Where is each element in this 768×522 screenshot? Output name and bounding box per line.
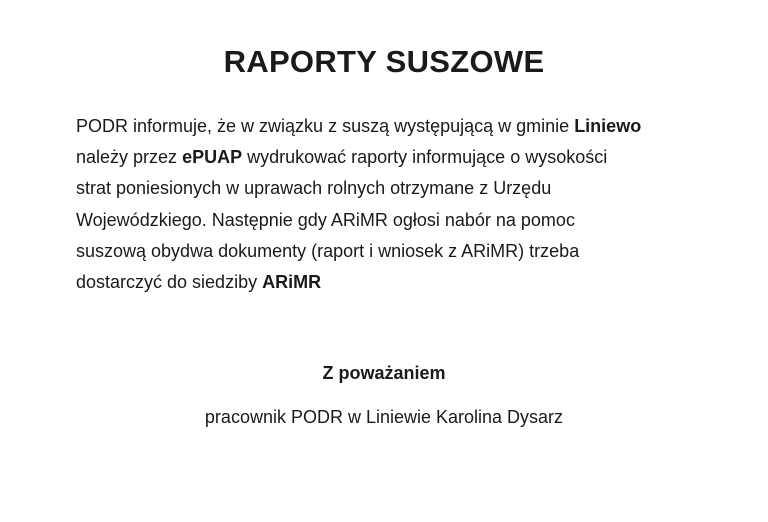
body-text: PODR informuje, że w związku z suszą występującą w gminie [76,116,575,136]
arimr-name: ARiMR [262,272,322,293]
body-line-5: suszową obydwa dokumenty (raport i wniosek z ARiMR) trzeba [76,240,580,261]
gmina-name: Liniewo [574,116,642,136]
epuap-name: ePUAP [182,147,243,168]
body-text: wydrukować raporty informujące o wysokości [242,147,608,168]
body-line-6 [76,267,726,298]
closing-greeting: Z poważaniem [322,363,446,383]
signature: pracownik PODR w Liniewie Karolina Dysarz [204,407,564,427]
document-body [76,111,726,298]
body-text: dostarczyć do siedziby [76,272,263,293]
body-line-4: Wojewódzkiego. Następnie gdy ARiMR ogłosi nabór na pomoc [76,209,575,230]
body-text: należy przez [76,147,183,168]
document-title: RAPORTY SUSZOWE [223,44,545,79]
body-line-1 [76,111,726,142]
body-line-2 [76,142,726,173]
body-line-3: strat poniesionych w uprawach rolnych otrzymane z Urzędu [76,178,552,199]
